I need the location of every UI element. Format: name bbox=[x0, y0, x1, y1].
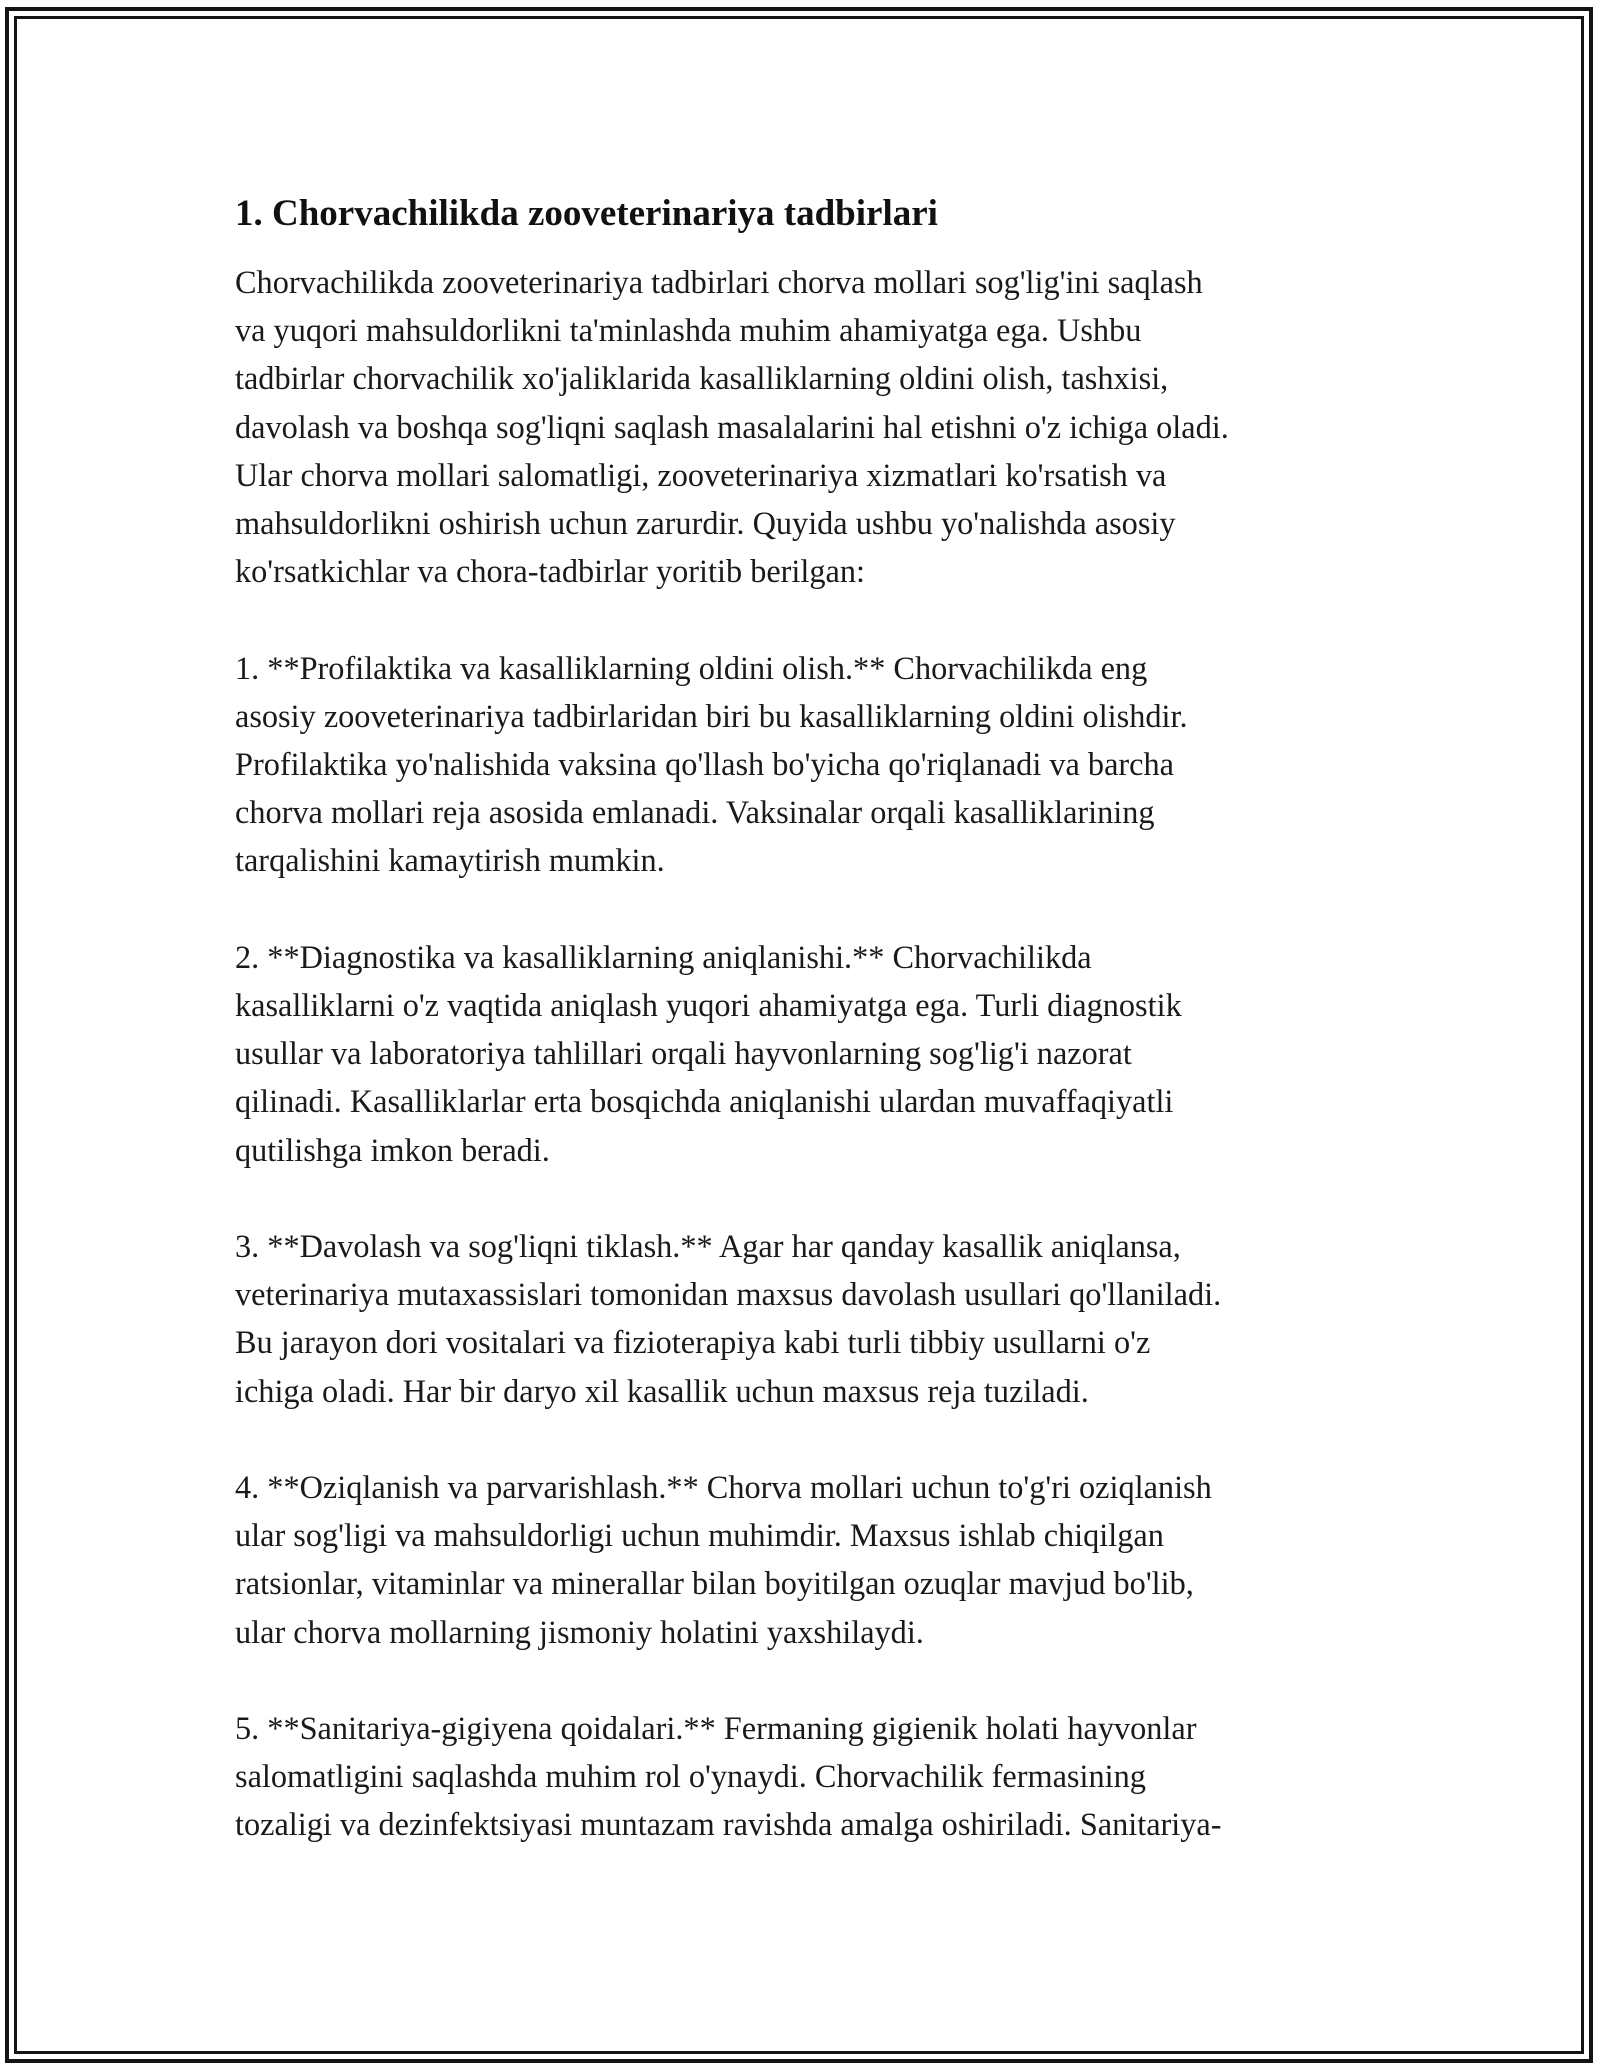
list-item-sanitariya bbox=[235, 1704, 1375, 1849]
text-line: ular sog'ligi va mahsuldorligi uchun muhimdir. Maxsus ishlab chiqilgan bbox=[235, 1517, 1164, 1554]
text-line: 4. **Oziqlanish va parvarishlash.** Chorva mollari uchun to'g'ri oziqlanish bbox=[235, 1469, 1212, 1506]
text-line: davolash va boshqa sog'liqni saqlash masalalarini hal etishni o'z ichiga oladi. bbox=[235, 408, 1229, 445]
text-line: usullar va laboratoriya tahlillari orqali hayvonlarning sog'lig'i nazorat bbox=[235, 1035, 1132, 1072]
text-line: salomatligini saqlashda muhim rol o'ynaydi. Chorvachilik fermasining bbox=[235, 1758, 1146, 1795]
text-line: Chorvachilikda zooveterinariya tadbirlari chorva mollari sog'lig'ini saqlash bbox=[235, 264, 1203, 300]
text-line: chorva mollari reja asosida emlanadi. Vaksinalar orqali kasalliklarining bbox=[235, 794, 1155, 831]
text-line: Ular chorva mollari salomatligi, zooveterinariya xizmatlari ko'rsatish va bbox=[235, 456, 1167, 493]
text-line: tozaligi va dezinfektsiyasi muntazam ravishda amalga oshiriladi. Sanitariya- bbox=[235, 1806, 1222, 1843]
text-line: 1. **Profilaktika va kasalliklarning oldini olish.** Chorvachilikda eng bbox=[235, 649, 1148, 686]
text-line: tadbirlar chorvachilik xo'jaliklarida kasalliklarning oldini olish, tashxisi, bbox=[235, 360, 1169, 397]
text-line: mahsuldorlikni oshirish uchun zarurdir. Quyida ushbu yo'nalishda asosiy bbox=[235, 505, 1176, 542]
text-line: ratsionlar, vitaminlar va minerallar bilan boyitilgan ozuqlar mavjud bo'lib, bbox=[235, 1565, 1194, 1602]
text-line: kasalliklarni o'z vaqtida aniqlash yuqori ahamiyatga ega. Turli diagnostik bbox=[235, 987, 1182, 1024]
document-body bbox=[235, 188, 1375, 1849]
text-line: qilinadi. Kasalliklarlar erta bosqichda aniqlanishi ulardan muvaffaqiyatli bbox=[235, 1083, 1174, 1120]
list-item-oziqlanish bbox=[235, 1463, 1375, 1656]
text-line: qutilishga imkon beradi. bbox=[235, 1131, 550, 1168]
text-line: 2. **Diagnostika va kasalliklarning aniqlanishi.** Chorvachilikda bbox=[235, 938, 1092, 975]
text-line: veterinariya mutaxassislari tomonidan maxsus davolash usullari qo'llaniladi. bbox=[235, 1276, 1222, 1313]
text-line: ular chorva mollarning jismoniy holatini yaxshilaydi. bbox=[235, 1613, 924, 1650]
list-item-profilaktika bbox=[235, 644, 1375, 885]
text-line: 5. **Sanitariya-gigiyena qoidalari.** Fermaning gigienik holati hayvonlar bbox=[235, 1710, 1197, 1747]
text-line: 3. **Davolash va sog'liqni tiklash.** Agar har qanday kasallik aniqlansa, bbox=[235, 1228, 1181, 1265]
text-line: tarqalishini kamaytirish mumkin. bbox=[235, 842, 665, 879]
text-line: ichiga oladi. Har bir daryo xil kasallik uchun maxsus reja tuziladi. bbox=[235, 1372, 1089, 1409]
document-title: 1. Chorvachilikda zooveterinariya tadbirlari bbox=[235, 193, 938, 234]
text-line: Bu jarayon dori vositalari va fizioterapiya kabi turli tibbiy usullarni o'z bbox=[235, 1324, 1151, 1361]
text-line: va yuqori mahsuldorlikni ta'minlashda muhim ahamiyatga ega. Ushbu bbox=[235, 312, 1142, 349]
text-line: Profilaktika yo'nalishida vaksina qo'llash bo'yicha qo'riqlanadi va barcha bbox=[235, 746, 1174, 783]
text-line: ko'rsatkichlar va chora-tadbirlar yoritib berilgan: bbox=[235, 553, 865, 590]
list-item-davolash bbox=[235, 1222, 1375, 1415]
intro-paragraph bbox=[235, 258, 1375, 595]
list-item-diagnostika bbox=[235, 933, 1375, 1174]
text-line: asosiy zooveterinariya tadbirlaridan biri bu kasalliklarning oldini olishdir. bbox=[235, 697, 1188, 734]
